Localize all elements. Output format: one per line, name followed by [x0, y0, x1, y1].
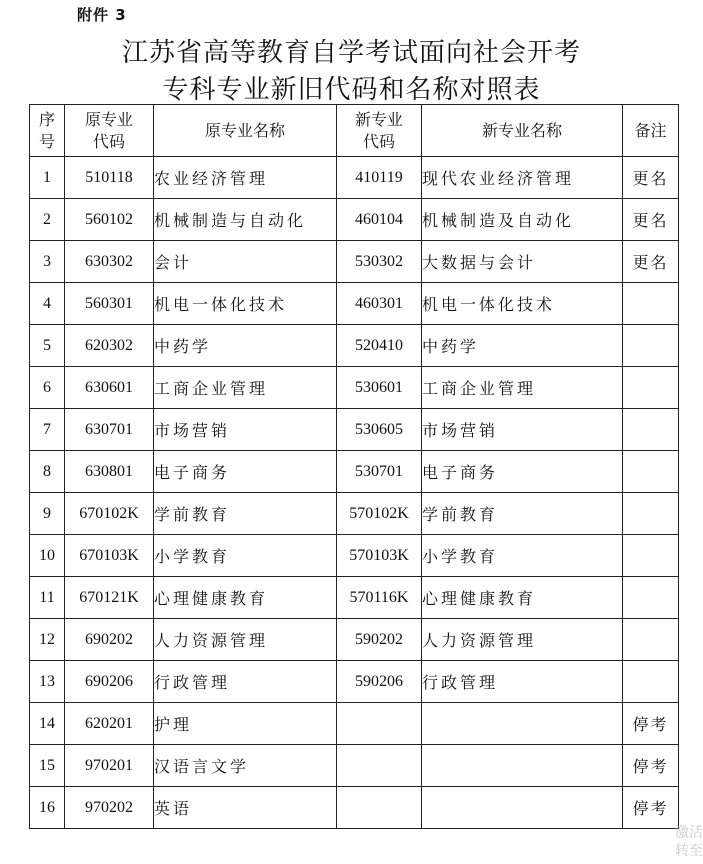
cell-index: 4: [30, 283, 65, 325]
cell-note: [623, 535, 679, 577]
cell-old-code: 620201: [65, 703, 154, 745]
cell-old-code: 670102K: [65, 493, 154, 535]
cell-new-name: 小学教育: [422, 535, 623, 577]
cell-index: 2: [30, 199, 65, 241]
cell-old-code: 630801: [65, 451, 154, 493]
cell-old-name: 会计: [154, 241, 337, 283]
table-row: [30, 619, 679, 661]
cell-new-name: 心理健康教育: [422, 577, 623, 619]
table-row: [30, 703, 679, 745]
cell-new-name: 工商企业管理: [422, 367, 623, 409]
header-new-code: [337, 105, 422, 157]
table-row: [30, 325, 679, 367]
cell-new-code: 590202: [337, 619, 422, 661]
activation-watermark: [675, 824, 703, 864]
cell-new-name: 电子商务: [422, 451, 623, 493]
cell-note: 停考: [623, 745, 679, 787]
attachment-label: 附件 3: [77, 6, 127, 24]
table-body: [30, 157, 679, 829]
cell-old-name: 市场营销: [154, 409, 337, 451]
cell-note: [623, 493, 679, 535]
cell-note: 停考: [623, 787, 679, 829]
cell-note: [623, 451, 679, 493]
cell-new-name: [422, 745, 623, 787]
cell-index: 12: [30, 619, 65, 661]
header-index: [30, 105, 65, 157]
cell-index: 13: [30, 661, 65, 703]
table-row: [30, 451, 679, 493]
cell-new-name: [422, 787, 623, 829]
cell-old-code: 690202: [65, 619, 154, 661]
header-new-name-text: 新专业名称: [481, 120, 562, 140]
cell-old-code: 630701: [65, 409, 154, 451]
cell-old-code: 560301: [65, 283, 154, 325]
header-old-code-text: 原专业代码: [84, 109, 133, 151]
cell-note: 更名: [623, 157, 679, 199]
cell-old-name: 中药学: [154, 325, 337, 367]
cell-old-name: 人力资源管理: [154, 619, 337, 661]
cell-note: [623, 619, 679, 661]
cell-index: 9: [30, 493, 65, 535]
cell-old-name: 农业经济管理: [154, 157, 337, 199]
cell-note: 更名: [623, 199, 679, 241]
cell-new-code: 530605: [337, 409, 422, 451]
table-row: [30, 241, 679, 283]
header-old-name: [154, 105, 337, 157]
watermark-line-1: 激活: [675, 825, 703, 841]
table-row: [30, 409, 679, 451]
table-row: [30, 157, 679, 199]
cell-new-code: [337, 703, 422, 745]
cell-new-code: 460301: [337, 283, 422, 325]
cell-note: 更名: [623, 241, 679, 283]
cell-new-code: 530701: [337, 451, 422, 493]
header-old-code: [65, 105, 154, 157]
cell-new-name: 行政管理: [422, 661, 623, 703]
table-row: [30, 787, 679, 829]
cell-old-code: 670121K: [65, 577, 154, 619]
header-old-name-text: 原专业名称: [204, 120, 285, 140]
header-index-text: 序号: [38, 109, 55, 151]
code-comparison-table: [29, 104, 679, 829]
cell-old-code: 510118: [65, 157, 154, 199]
cell-old-code: 970201: [65, 745, 154, 787]
cell-index: 8: [30, 451, 65, 493]
cell-new-name: 大数据与会计: [422, 241, 623, 283]
cell-new-code: [337, 787, 422, 829]
cell-new-code: 530601: [337, 367, 422, 409]
cell-old-name: 英语: [154, 787, 337, 829]
cell-old-code: 690206: [65, 661, 154, 703]
cell-note: 停考: [623, 703, 679, 745]
cell-old-name: 心理健康教育: [154, 577, 337, 619]
table-row: [30, 535, 679, 577]
cell-old-name: 小学教育: [154, 535, 337, 577]
cell-index: 3: [30, 241, 65, 283]
cell-new-code: 570103K: [337, 535, 422, 577]
cell-old-name: 护理: [154, 703, 337, 745]
cell-index: 6: [30, 367, 65, 409]
cell-new-name: 现代农业经济管理: [422, 157, 623, 199]
cell-new-name: 人力资源管理: [422, 619, 623, 661]
table-row: [30, 367, 679, 409]
cell-new-code: 520410: [337, 325, 422, 367]
header-row: [30, 105, 679, 157]
table-row: [30, 745, 679, 787]
table-row: [30, 577, 679, 619]
cell-old-name: 学前教育: [154, 493, 337, 535]
cell-new-code: 590206: [337, 661, 422, 703]
cell-old-name: 汉语言文学: [154, 745, 337, 787]
cell-note: [623, 409, 679, 451]
header-note-text: 备注: [634, 120, 667, 140]
cell-old-code: 560102: [65, 199, 154, 241]
cell-new-code: 570116K: [337, 577, 422, 619]
table-header: [30, 105, 679, 157]
cell-old-code: 620302: [65, 325, 154, 367]
cell-note: [623, 661, 679, 703]
cell-new-name: 中药学: [422, 325, 623, 367]
cell-new-name: 机械制造及自动化: [422, 199, 623, 241]
cell-note: [623, 283, 679, 325]
table-row: [30, 199, 679, 241]
cell-index: 15: [30, 745, 65, 787]
cell-old-code: 970202: [65, 787, 154, 829]
cell-index: 16: [30, 787, 65, 829]
cell-new-name: 市场营销: [422, 409, 623, 451]
cell-old-name: 行政管理: [154, 661, 337, 703]
cell-new-code: 410119: [337, 157, 422, 199]
cell-new-code: [337, 745, 422, 787]
cell-index: 11: [30, 577, 65, 619]
cell-index: 14: [30, 703, 65, 745]
watermark-line-2: 转至: [675, 843, 703, 859]
cell-note: [623, 325, 679, 367]
cell-index: 10: [30, 535, 65, 577]
cell-old-code: 630601: [65, 367, 154, 409]
document-title-line-1: 江苏省高等教育自学考试面向社会开考: [121, 38, 581, 68]
document-title-line-2: 专科专业新旧代码和名称对照表: [162, 75, 541, 105]
cell-old-name: 工商企业管理: [154, 367, 337, 409]
cell-old-code: 670103K: [65, 535, 154, 577]
header-note: [623, 105, 679, 157]
cell-index: 7: [30, 409, 65, 451]
table-row: [30, 283, 679, 325]
cell-index: 5: [30, 325, 65, 367]
table-row: [30, 661, 679, 703]
cell-index: 1: [30, 157, 65, 199]
cell-old-name: 电子商务: [154, 451, 337, 493]
cell-new-name: 机电一体化技术: [422, 283, 623, 325]
cell-note: [623, 367, 679, 409]
cell-new-name: [422, 703, 623, 745]
table-row: [30, 493, 679, 535]
cell-old-code: 630302: [65, 241, 154, 283]
cell-new-code: 530302: [337, 241, 422, 283]
cell-old-name: 机电一体化技术: [154, 283, 337, 325]
cell-old-name: 机械制造与自动化: [154, 199, 337, 241]
cell-note: [623, 577, 679, 619]
cell-new-name: 学前教育: [422, 493, 623, 535]
header-new-name: [422, 105, 623, 157]
cell-new-code: 570102K: [337, 493, 422, 535]
cell-new-code: 460104: [337, 199, 422, 241]
header-new-code-text: 新专业代码: [354, 109, 403, 151]
